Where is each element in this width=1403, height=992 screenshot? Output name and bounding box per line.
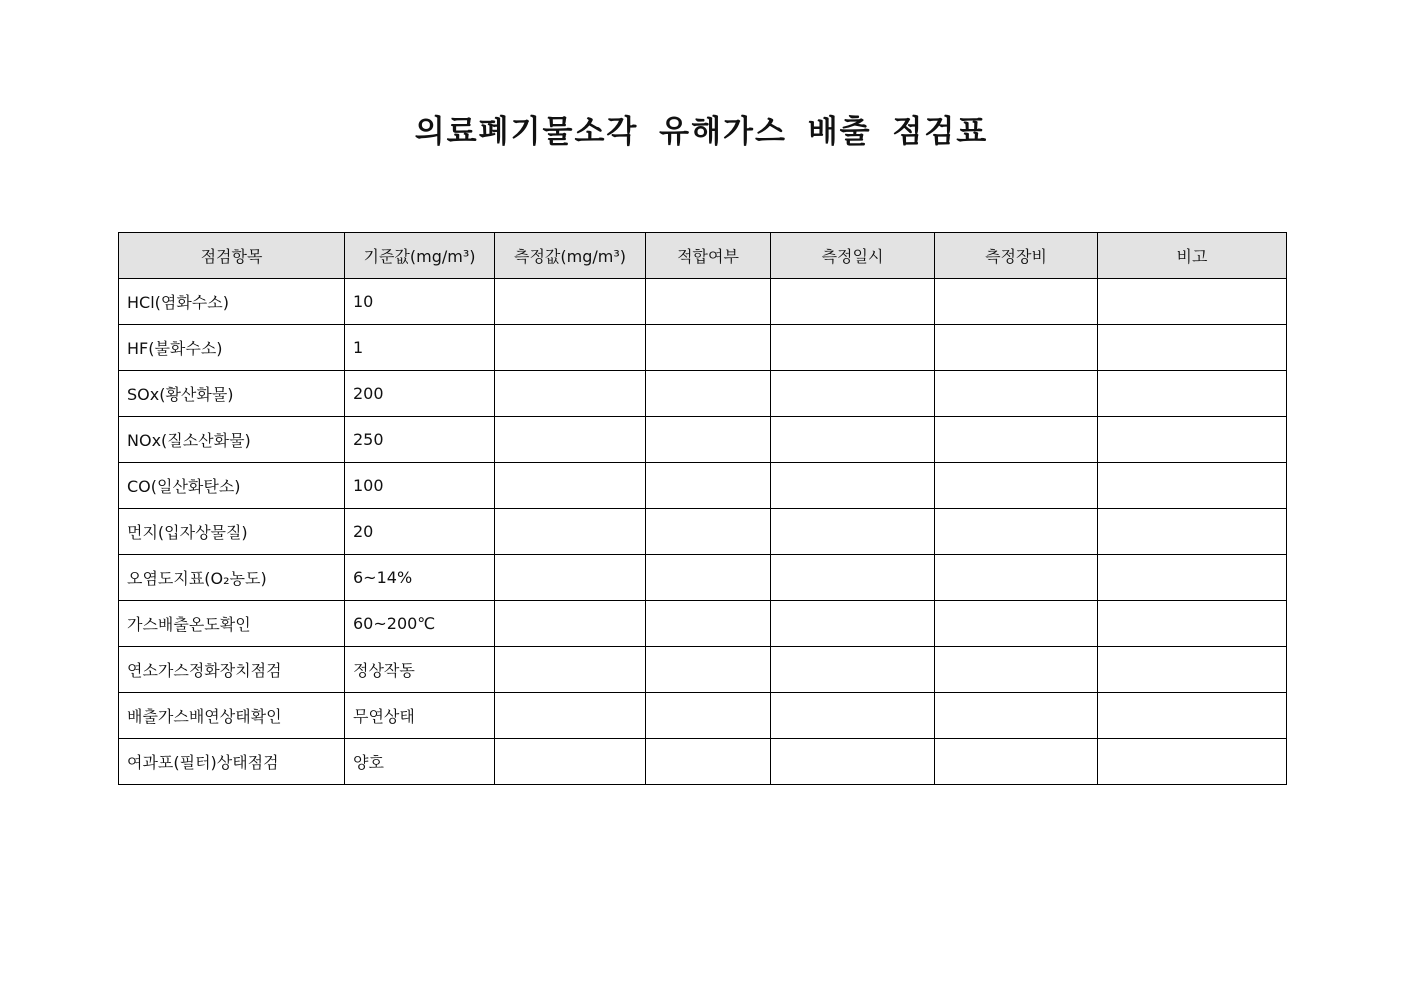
cell-compliance[interactable] [646, 279, 771, 325]
cell-remarks[interactable] [1098, 463, 1287, 509]
cell-compliance[interactable] [646, 325, 771, 371]
cell-measured-value[interactable] [495, 509, 646, 555]
header-measured-value: 측정값(mg/m³) [495, 233, 646, 279]
table-body [119, 279, 1287, 785]
cell-standard-value: 10 [345, 279, 495, 325]
cell-measurement-equipment[interactable] [935, 279, 1098, 325]
cell-measurement-equipment[interactable] [935, 325, 1098, 371]
table-row [119, 693, 1287, 739]
cell-measured-value[interactable] [495, 325, 646, 371]
cell-standard-value: 250 [345, 417, 495, 463]
cell-remarks[interactable] [1098, 601, 1287, 647]
header-inspection-item: 점검항목 [119, 233, 345, 279]
cell-measurement-datetime[interactable] [771, 555, 935, 601]
header-measurement-equipment: 측정장비 [935, 233, 1098, 279]
cell-standard-value: 양호 [345, 739, 495, 785]
table-row [119, 279, 1287, 325]
cell-measurement-datetime[interactable] [771, 693, 935, 739]
table-row [119, 647, 1287, 693]
cell-measurement-equipment[interactable] [935, 555, 1098, 601]
cell-compliance[interactable] [646, 739, 771, 785]
inspection-table [118, 232, 1287, 785]
cell-standard-value: 200 [345, 371, 495, 417]
cell-measurement-datetime[interactable] [771, 417, 935, 463]
cell-measured-value[interactable] [495, 371, 646, 417]
table-header [119, 233, 1287, 279]
cell-remarks[interactable] [1098, 279, 1287, 325]
cell-inspection-item: HCl(염화수소) [119, 279, 345, 325]
cell-compliance[interactable] [646, 647, 771, 693]
cell-compliance[interactable] [646, 371, 771, 417]
cell-measurement-equipment[interactable] [935, 371, 1098, 417]
cell-inspection-item: 여과포(필터)상태점검 [119, 739, 345, 785]
cell-standard-value: 6~14% [345, 555, 495, 601]
cell-measurement-datetime[interactable] [771, 371, 935, 417]
table-row [119, 371, 1287, 417]
cell-remarks[interactable] [1098, 325, 1287, 371]
table-row [119, 325, 1287, 371]
cell-measurement-datetime[interactable] [771, 325, 935, 371]
cell-measured-value[interactable] [495, 279, 646, 325]
cell-compliance[interactable] [646, 601, 771, 647]
cell-measurement-datetime[interactable] [771, 463, 935, 509]
cell-standard-value: 정상작동 [345, 647, 495, 693]
table-row [119, 463, 1287, 509]
cell-compliance[interactable] [646, 463, 771, 509]
table-row [119, 555, 1287, 601]
cell-remarks[interactable] [1098, 417, 1287, 463]
cell-measured-value[interactable] [495, 417, 646, 463]
cell-measurement-datetime[interactable] [771, 509, 935, 555]
cell-compliance[interactable] [646, 509, 771, 555]
cell-measured-value[interactable] [495, 693, 646, 739]
table-row [119, 739, 1287, 785]
cell-remarks[interactable] [1098, 555, 1287, 601]
cell-remarks[interactable] [1098, 371, 1287, 417]
cell-compliance[interactable] [646, 693, 771, 739]
cell-inspection-item: SOx(황산화물) [119, 371, 345, 417]
cell-measurement-equipment[interactable] [935, 647, 1098, 693]
cell-measurement-equipment[interactable] [935, 693, 1098, 739]
cell-inspection-item: HF(불화수소) [119, 325, 345, 371]
cell-remarks[interactable] [1098, 739, 1287, 785]
cell-standard-value: 1 [345, 325, 495, 371]
cell-standard-value: 20 [345, 509, 495, 555]
table-row [119, 601, 1287, 647]
cell-inspection-item: 먼지(입자상물질) [119, 509, 345, 555]
header-measurement-datetime: 측정일시 [771, 233, 935, 279]
cell-standard-value: 100 [345, 463, 495, 509]
cell-measured-value[interactable] [495, 601, 646, 647]
cell-measurement-equipment[interactable] [935, 739, 1098, 785]
cell-compliance[interactable] [646, 417, 771, 463]
cell-measurement-datetime[interactable] [771, 739, 935, 785]
cell-compliance[interactable] [646, 555, 771, 601]
cell-inspection-item: 가스배출온도확인 [119, 601, 345, 647]
cell-measurement-equipment[interactable] [935, 417, 1098, 463]
header-compliance: 적합여부 [646, 233, 771, 279]
cell-standard-value: 60~200℃ [345, 601, 495, 647]
cell-standard-value: 무연상태 [345, 693, 495, 739]
document-title: 의료폐기물소각 유해가스 배출 점검표 [414, 114, 989, 150]
cell-inspection-item: NOx(질소산화물) [119, 417, 345, 463]
cell-measurement-datetime[interactable] [771, 601, 935, 647]
cell-remarks[interactable] [1098, 509, 1287, 555]
cell-measured-value[interactable] [495, 463, 646, 509]
cell-measurement-datetime[interactable] [771, 279, 935, 325]
cell-inspection-item: 연소가스정화장치점검 [119, 647, 345, 693]
table-row [119, 417, 1287, 463]
header-standard-value: 기준값(mg/m³) [345, 233, 495, 279]
cell-measurement-equipment[interactable] [935, 463, 1098, 509]
cell-inspection-item: 오염도지표(O₂농도) [119, 555, 345, 601]
header-remarks: 비고 [1098, 233, 1287, 279]
cell-inspection-item: 배출가스배연상태확인 [119, 693, 345, 739]
table-row [119, 509, 1287, 555]
cell-measured-value[interactable] [495, 647, 646, 693]
cell-measurement-equipment[interactable] [935, 601, 1098, 647]
cell-measurement-equipment[interactable] [935, 509, 1098, 555]
cell-remarks[interactable] [1098, 647, 1287, 693]
cell-inspection-item: CO(일산화탄소) [119, 463, 345, 509]
cell-remarks[interactable] [1098, 693, 1287, 739]
cell-measured-value[interactable] [495, 739, 646, 785]
header-row [119, 233, 1287, 279]
cell-measurement-datetime[interactable] [771, 647, 935, 693]
cell-measured-value[interactable] [495, 555, 646, 601]
